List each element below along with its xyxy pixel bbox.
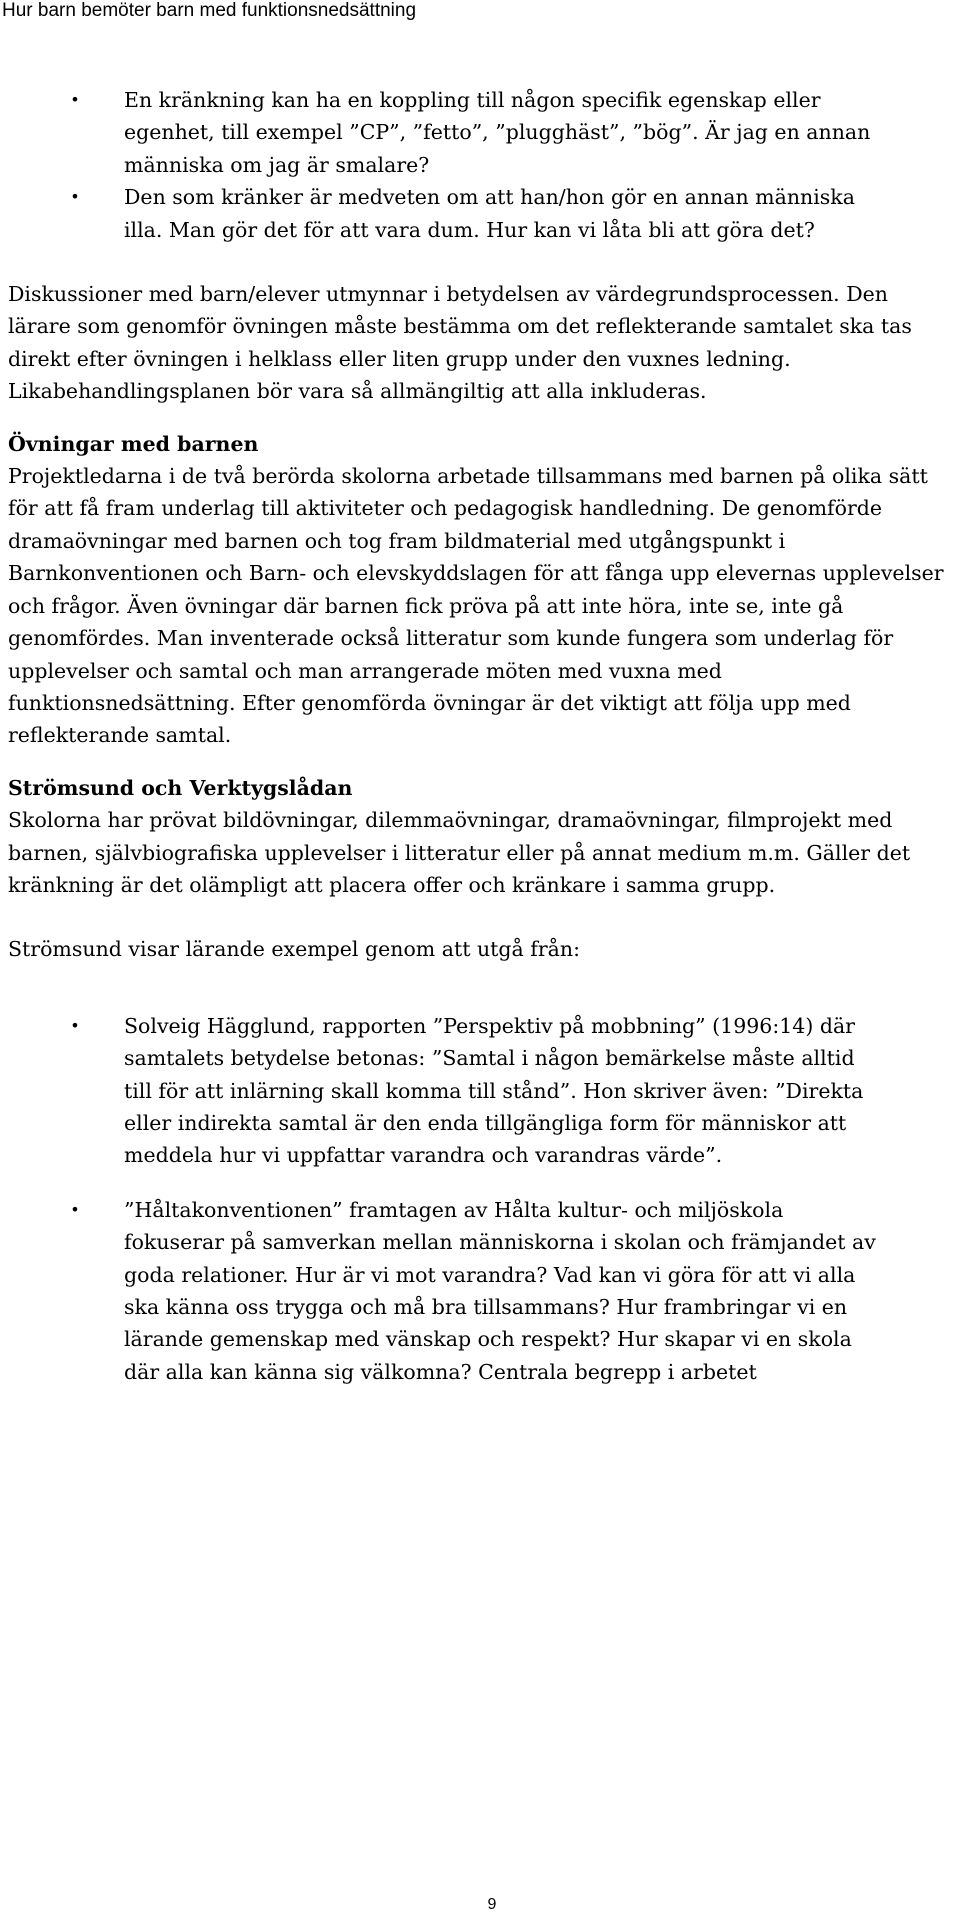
header-title: Hur barn bemöter barn med funktionsnedsättning <box>2 0 417 21</box>
page-header <box>0 0 960 26</box>
section-body-stromsund: Skolorna har prövat bildövningar, dilemmaövningar, dramaövningar, filmprojekt med barnen, självbiografiska upplevelser i litteratur eller på annat medium m.m. Gäller det kränkning är det olämpligt att placera offer och kränkare i samma grupp. <box>8 808 911 897</box>
paragraph-example: Strömsund visar lärande exempel genom att utgå från: <box>8 937 580 962</box>
paragraph-discussion: Diskussioner med barn/elever utmynnar i betydelsen av värdegrundsprocessen. Den lärare som genomför övningen måste bestämma om det reflekterande samtalet ska tas direkt efter övningen i helklass eller liten grupp under den vuxnes ledning. Likabehandlingsplanen bör vara så allmängiltig att alla inkluderas. <box>8 282 912 404</box>
bullet-list-top <box>8 84 948 246</box>
bullet-list-bottom <box>8 1010 948 1388</box>
page-number-text: 9 <box>487 1896 497 1913</box>
bullet-icon: • <box>70 187 80 207</box>
bullet-icon: • <box>70 90 80 109</box>
bullet-icon: • <box>70 1015 80 1035</box>
list-item <box>8 84 884 181</box>
bullet-icon: • <box>70 1199 80 1219</box>
section-heading-stromsund: Strömsund och Verktygslådan <box>8 775 353 800</box>
list-item <box>8 1194 884 1388</box>
list-item-text: Solveig Hägglund, rapporten ”Perspektiv på mobbning” (1996:14) där samtalets betydelse betonas: ”Samtal i någon bemärkelse måste alltid till för att inlärning skall komma till stånd”. Hon skriver även: ”Direkta eller indirekta samtal är den enda tillgängliga form för människor att meddela hur vi uppfattar varandra och varandras värde”. <box>124 1013 864 1168</box>
section-body-ovningar: Projektledarna i de två berörda skolorna arbetade tillsammans med barnen på olika sätt för att få fram underlag till aktiviteter och pedagogisk handledning. De genomförde dramaövningar med barnen och tog fram bildmaterial med utgångspunkt i Barnkonventionen och Barn- och elevskyddslagen för att fånga upp elevernas upplevelser och frågor. Även övningar där barnen fick pröva på att inte höra, inte se, inte gå genomfördes. Man inventerade också litteratur som kunde fungera som underlag för upplevelser och samtal och man arrangerade möten med vuxna med funktionsnedsättning. Efter genomförda övningar är det viktigt att följa upp med reflekterande samtal. <box>8 464 944 748</box>
page-number <box>0 1896 960 1914</box>
section-heading-ovningar: Övningar med barnen <box>8 431 259 456</box>
list-item-text: En kränkning kan ha en koppling till någon specifik egenskap eller egenhet, till exempel ”CP”, ”fetto”, ”plugghäst”, ”bög”. Är jag en annan människa om jag är smalare? <box>124 88 871 177</box>
list-item <box>8 181 884 246</box>
document-body <box>8 84 948 1388</box>
list-item-text: ”Håltakonventionen” framtagen av Hålta kultur- och miljöskola fokuserar på samverkan mellan människorna i skolan och främjandet av goda relationer. Hur är vi mot varandra? Vad kan vi göra för att vi alla ska känna oss trygga och må bra tillsammans? Hur frambringar vi en lärande gemenskap med vänskap och respekt? Hur skapar vi en skola där alla kan känna sig välkomna? Centrala begrepp i arbetet <box>124 1197 876 1384</box>
list-item <box>8 1010 884 1172</box>
list-item-text: Den som kränker är medveten om att han/hon gör en annan människa illa. Man gör det för att vara dum. Hur kan vi låta bli att göra det? <box>124 185 855 242</box>
